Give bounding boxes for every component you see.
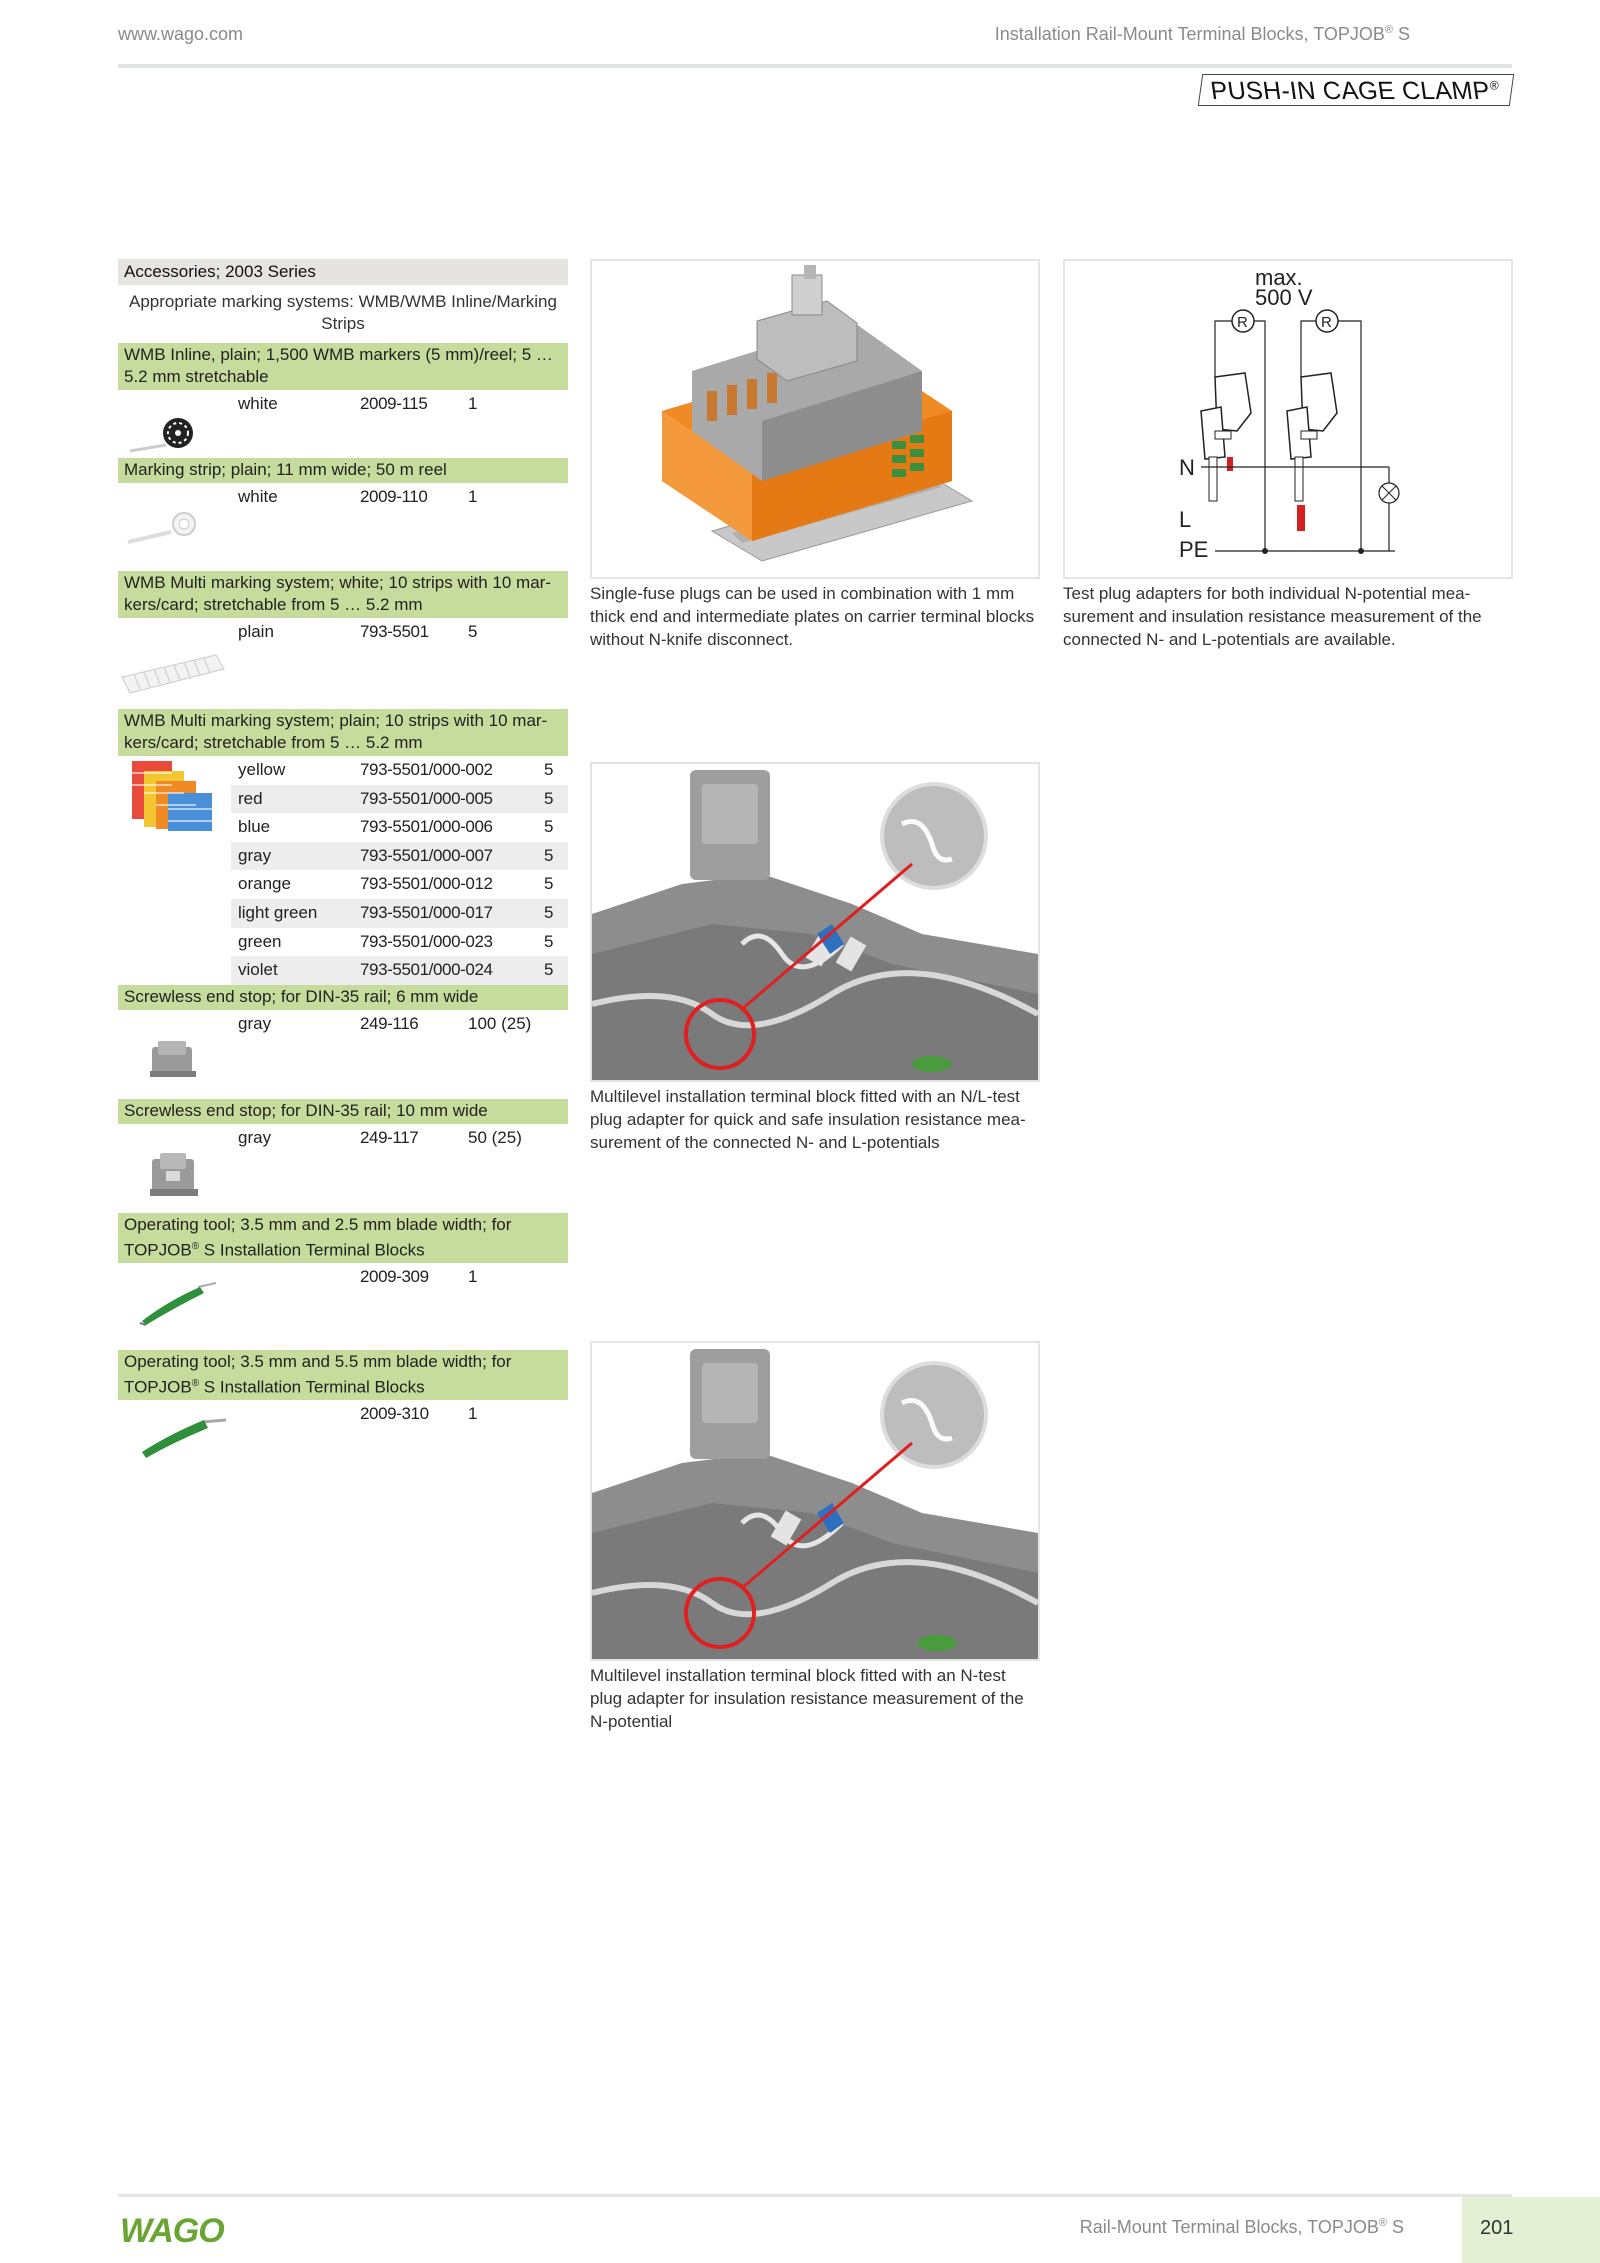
figure-n-test-plug [590,1341,1040,1661]
header-title-reg: ® [1384,24,1393,36]
row-item-no: 2009-110 [360,487,428,506]
row-pu: 5 [544,960,554,980]
wmb-inline-reel-icon [126,411,196,457]
wmb-multi-card-icon [120,647,230,697]
row-color: blue [238,817,271,837]
section-heading: WMB Multi marking system; white; 10 strips with 10 mar-kers/card; stretchable from 5 … 5.2 mm [118,571,568,618]
row-color: violet [238,960,278,980]
header-divider [118,64,1512,68]
test-circuit-diagram [1065,261,1511,577]
footer-title [1080,2217,1404,2238]
wago-logo [118,2210,238,2250]
resistor-label: R [1237,314,1248,331]
row-item-no: 793-5501/000-017 [360,902,493,922]
row-item-no: 793-5501/000-023 [360,931,493,951]
accessories-subtitle: Appropriate marking systems: WMB/WMB Inline/Marking Strips [129,292,557,333]
row-item-no: 2009-115 [360,394,428,413]
section-heading: Screwless end stop; for DIN-35 rail; 10 mm wide [118,1099,568,1124]
row-pu: 5 [544,760,554,779]
diagram-max-label: max. [1255,265,1303,290]
push-in-cage-clamp-badge [1198,74,1515,106]
row-color: gray [238,1127,272,1147]
row-pu: 1 [468,1404,478,1424]
row-item-no: 793-5501 [360,622,429,641]
row-pu: 1 [468,487,478,506]
product-wmb-inline [118,343,568,458]
section-heading: Screwless end stop; for DIN-35 rail; 6 mm wide [118,985,568,1010]
product-marking-strip [118,458,568,571]
table-row [231,956,568,985]
figure-carrier-terminal-block [590,259,1040,579]
row-item-no: 793-5501/000-006 [360,817,493,837]
row-color: light green [238,902,318,922]
product-end-stop-10mm [118,1099,568,1213]
row-pu: 1 [468,394,478,413]
row-item-no: 2009-310 [360,1404,429,1424]
svg-text:WAGO: WAGO [120,2212,224,2250]
row-item-no: 249-117 [360,1127,419,1147]
l-conductor-label: L [1179,507,1192,532]
header-title-suffix: S [1392,24,1410,44]
row-color: gray [238,845,272,865]
row-color: orange [238,874,291,894]
product-wmb-multi-white [118,571,568,709]
footer-title-reg: ® [1378,2217,1387,2229]
row-item-no: 793-5501/000-007 [360,845,493,865]
table-row [118,1124,568,1153]
end-stop-icon [148,1153,200,1201]
heading-reg: ® [191,1240,200,1252]
row-pu: 5 [544,845,554,865]
page-number: 201 [1462,2197,1600,2263]
n-conductor-label: N [1179,455,1195,480]
row-pu: 5 [544,817,554,837]
row-color: green [238,931,282,951]
figure-caption: Multilevel installation terminal block fitted with an N/L-test plug adapter for quick and safe insulation resistance mea-surement of the connected N- and L-potentials [590,1087,1026,1152]
colored-marker-cards-icon [130,759,216,835]
row-item-no: 793-5501/000-024 [360,960,493,980]
row-pu: 5 [544,874,554,894]
row-pu: 100 (25) [468,1013,532,1033]
accessories-table [118,259,568,1460]
row-pu: 5 [544,788,554,808]
end-stop-icon [148,1039,200,1083]
header-title [995,24,1410,45]
heading-text: Operating tool; 3.5 mm and 2.5 mm blade width; for TOPJOB [124,1214,512,1260]
operating-tool-icon [138,1412,228,1458]
accessories-title: Accessories; 2003 Series [118,259,568,285]
footer-title-suffix: S [1386,2217,1404,2237]
footer-divider [118,2194,1512,2197]
row-color: white [238,394,278,413]
row-pu: 1 [468,1267,478,1287]
row-color: yellow [238,760,286,779]
product-wmb-multi-plain [118,709,568,985]
figure-nl-test-plug [590,762,1040,1082]
section-heading [118,1350,568,1401]
header-url[interactable]: www.wago.com [118,24,244,44]
carrier-terminal-block-image [592,261,1038,577]
table-row [231,842,568,871]
product-operating-tool-309 [118,1213,568,1350]
heading-text: S Installation Terminal Blocks [199,1377,425,1397]
product-operating-tool-310 [118,1350,568,1460]
figure-caption: Multilevel installation terminal block fitted with an N-test plug adapter for insulation resistance measurement of the N-potential [590,1666,1024,1731]
row-item-no: 793-5501/000-012 [360,874,493,894]
table-row [118,870,568,899]
resistor-label: R [1321,314,1332,331]
table-row [118,1010,568,1039]
section-heading: WMB Multi marking system; plain; 10 strips with 10 mar-kers/card; stretchable from 5 … 5.2 mm [118,709,568,756]
table-row [118,928,568,957]
heading-reg: ® [191,1377,200,1389]
row-color: white [238,487,278,506]
figure-caption: Test plug adapters for both individual N-potential mea-surement and insulation resistance measurement of the connected N- and L-potentials are available. [1063,584,1482,649]
table-row [231,785,568,814]
badge-text: PUSH-IN CAGE CLAMP [1208,77,1492,105]
row-color: red [238,788,263,808]
row-pu: 5 [544,931,554,951]
badge-reg: ® [1489,78,1499,93]
row-pu: 50 (25) [468,1127,522,1147]
section-heading [118,1213,568,1264]
test-adapter-icon [1201,373,1251,501]
figure-caption: Single-fuse plugs can be used in combination with 1 mm thick end and intermediate plates on carrier terminal blocks without N-knife disconnect. [590,584,1035,649]
product-end-stop-6mm [118,985,568,1099]
row-item-no: 249-116 [360,1013,419,1033]
row-pu: 5 [544,902,554,922]
table-row [231,899,568,928]
section-heading: WMB Inline, plain; 1,500 WMB markers (5 mm)/reel; 5 … 5.2 mm stretchable [118,343,568,390]
heading-text: S Installation Terminal Blocks [199,1240,425,1260]
row-item-no: 793-5501/000-002 [360,760,493,779]
row-item-no: 793-5501/000-005 [360,788,493,808]
section-heading: Marking strip; plain; 11 mm wide; 50 m reel [118,458,568,483]
operating-tool-icon [138,1281,218,1327]
footer-title-text: Rail-Mount Terminal Blocks, TOPJOB [1079,2217,1379,2237]
row-color: plain [238,622,274,641]
table-row [118,618,568,647]
pe-conductor-label: PE [1179,537,1209,562]
nl-test-plug-image [592,764,1038,1080]
heading-text: Operating tool; 3.5 mm and 5.5 mm blade width; for TOPJOB [124,1351,512,1397]
row-color: gray [238,1013,272,1033]
marking-strip-reel-icon [126,502,206,548]
n-test-plug-image [592,1343,1038,1659]
test-adapter-icon [1287,373,1337,531]
figure-test-circuit-diagram [1063,259,1513,579]
row-pu: 5 [468,622,478,641]
header-title-text: Installation Rail-Mount Terminal Blocks, TOPJOB [994,24,1385,44]
row-item-no: 2009-309 [360,1267,429,1287]
diagram-voltage-label: 500 V [1255,285,1313,310]
